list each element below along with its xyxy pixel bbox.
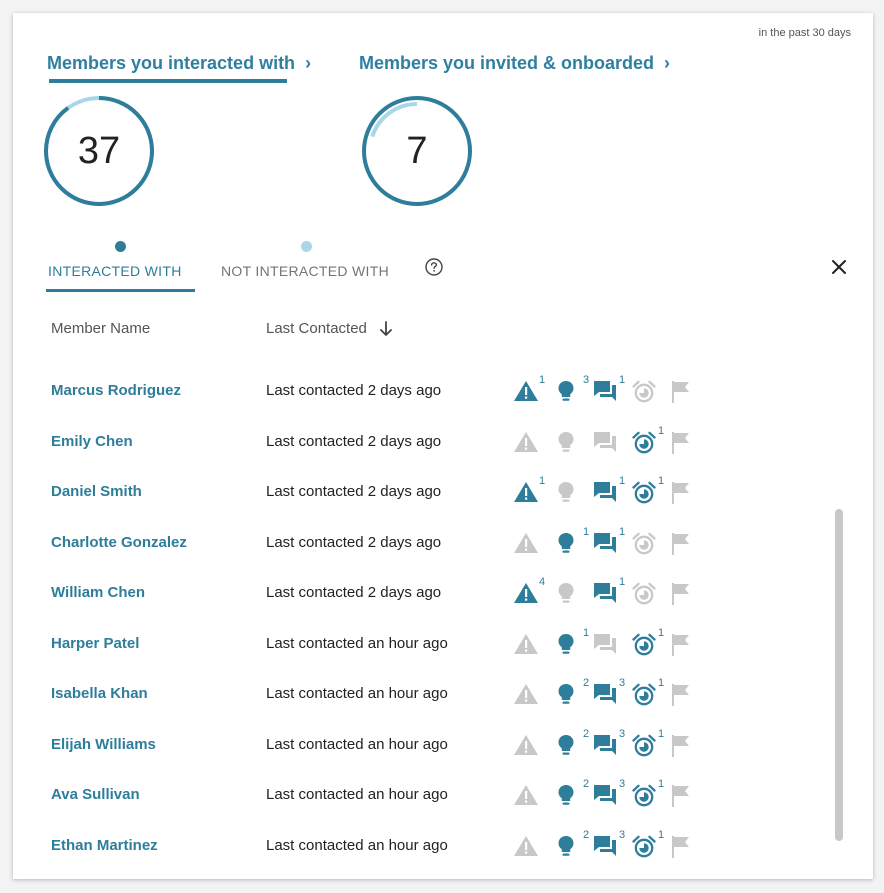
flag-icon[interactable]	[671, 425, 699, 455]
chat-count: 3	[619, 828, 626, 841]
alarm-icon[interactable]	[632, 374, 660, 404]
alert-icon[interactable]	[513, 475, 546, 505]
chat-count: 1	[619, 525, 626, 538]
flag-icon[interactable]	[671, 526, 699, 556]
chat-icon[interactable]	[593, 727, 626, 758]
lightbulb-icon[interactable]	[557, 778, 590, 808]
table-row[interactable]	[13, 626, 833, 685]
chat-count: 1	[619, 576, 626, 588]
alert-count: 1	[539, 374, 546, 386]
idea-count: 1	[583, 626, 590, 639]
alarm-icon[interactable]	[632, 475, 665, 505]
table-row[interactable]	[13, 778, 833, 836]
members-interacted-link[interactable]	[47, 53, 311, 74]
member-name-link[interactable]: Marcus Rodriguez	[51, 382, 182, 399]
chat-count: 1	[619, 475, 626, 487]
alert-icon[interactable]	[513, 425, 541, 455]
not-interacted-legend-dot	[301, 241, 312, 252]
alarm-icon[interactable]	[632, 526, 660, 556]
member-name-link[interactable]: Ava Sullivan	[51, 786, 140, 803]
lightbulb-icon[interactable]	[557, 626, 590, 657]
table-row[interactable]	[13, 374, 833, 432]
member-name-link[interactable]: Ethan Martinez	[51, 836, 158, 854]
idea-count: 1	[583, 525, 590, 538]
last-contacted-text: Last contacted 2 days ago	[266, 432, 442, 450]
close-icon[interactable]	[829, 257, 849, 277]
member-name-link[interactable]: Charlotte Gonzalez	[51, 533, 187, 551]
lightbulb-icon[interactable]	[557, 425, 585, 455]
table-row[interactable]	[13, 424, 833, 483]
table-row[interactable]	[13, 828, 833, 880]
alert-icon[interactable]	[513, 778, 541, 808]
chat-icon[interactable]	[593, 475, 626, 505]
alert-icon[interactable]	[513, 576, 546, 606]
lightbulb-icon[interactable]	[557, 374, 590, 404]
chat-count: 3	[619, 727, 626, 740]
member-name-link[interactable]: Emily Chen	[51, 432, 133, 450]
lightbulb-icon[interactable]	[557, 677, 590, 707]
chat-icon[interactable]	[593, 425, 621, 455]
interactions-card	[13, 13, 873, 879]
alert-icon[interactable]	[513, 526, 541, 556]
tab-not-interacted-with[interactable]: NOT INTERACTED WITH	[221, 263, 389, 279]
alarm-icon[interactable]	[632, 576, 660, 606]
alarm-count: 1	[658, 778, 665, 790]
chat-count: 3	[619, 677, 626, 689]
alert-count: 1	[539, 475, 546, 487]
alarm-count: 1	[658, 424, 665, 437]
idea-count: 3	[583, 374, 590, 386]
chat-icon[interactable]	[593, 778, 626, 808]
lightbulb-icon[interactable]	[557, 525, 590, 556]
alert-icon[interactable]	[513, 829, 541, 859]
table-row[interactable]	[13, 677, 833, 735]
idea-count: 2	[583, 828, 590, 841]
last-contacted-text: Last contacted an hour ago	[266, 735, 448, 753]
idea-count: 2	[583, 727, 590, 740]
chat-icon[interactable]	[593, 525, 626, 556]
member-name-link[interactable]: William Chen	[51, 584, 146, 601]
lightbulb-icon[interactable]	[557, 475, 585, 505]
alarm-count: 1	[658, 828, 665, 841]
chat-icon[interactable]	[593, 828, 626, 859]
last-contacted-text: Last contacted 2 days ago	[266, 382, 442, 399]
last-contacted-text: Last contacted 2 days ago	[266, 483, 442, 500]
alert-icon[interactable]	[513, 677, 541, 707]
alarm-icon[interactable]	[632, 828, 665, 859]
chat-icon[interactable]	[593, 576, 626, 606]
tab-interacted-with[interactable]: INTERACTED WITH	[48, 263, 182, 279]
alert-icon[interactable]	[513, 728, 541, 758]
last-contacted-text: Last contacted an hour ago	[266, 685, 448, 702]
column-header-member-name[interactable]: Member Name	[51, 320, 151, 337]
period-label: in the past 30 days	[758, 27, 851, 39]
flag-icon[interactable]	[671, 576, 699, 606]
alarm-count: 1	[658, 475, 665, 487]
alarm-icon[interactable]	[632, 727, 665, 758]
interacted-count: 37	[77, 129, 121, 172]
subtab-underline	[46, 289, 195, 292]
alarm-count: 1	[658, 626, 665, 639]
alarm-icon[interactable]	[632, 677, 665, 707]
active-tab-underline	[49, 79, 287, 83]
alarm-icon[interactable]	[632, 424, 665, 455]
chevron-right-icon: ›	[305, 53, 312, 73]
invited-count: 7	[406, 129, 428, 172]
lightbulb-icon[interactable]	[557, 576, 585, 606]
members-invited-link[interactable]	[359, 53, 670, 74]
table-row[interactable]	[13, 525, 833, 584]
chat-icon[interactable]	[593, 677, 626, 707]
member-name-link[interactable]: Elijah Williams	[51, 735, 156, 753]
alert-count: 4	[539, 576, 546, 588]
idea-count: 2	[583, 778, 590, 790]
flag-icon[interactable]	[671, 374, 699, 404]
member-name-link[interactable]: Isabella Khan	[51, 685, 148, 702]
last-contacted-text: Last contacted 2 days ago	[266, 533, 442, 551]
chat-count: 1	[619, 374, 626, 386]
flag-icon[interactable]	[671, 728, 699, 758]
last-contacted-text: Last contacted 2 days ago	[266, 584, 442, 601]
flag-icon[interactable]	[671, 627, 699, 657]
last-contacted-text: Last contacted an hour ago	[266, 836, 448, 854]
flag-icon[interactable]	[671, 829, 699, 859]
alert-icon[interactable]	[513, 374, 546, 404]
help-icon[interactable]	[425, 258, 443, 276]
table-row[interactable]	[13, 576, 833, 634]
table-row[interactable]	[13, 475, 833, 533]
last-contacted-label: Last Contacted	[266, 320, 367, 337]
chevron-right-icon: ›	[664, 53, 671, 73]
alarm-count: 1	[658, 677, 665, 689]
last-contacted-text: Last contacted an hour ago	[266, 786, 448, 803]
table-row[interactable]	[13, 727, 833, 786]
column-header-last-contacted[interactable]	[266, 320, 393, 337]
lightbulb-icon[interactable]	[557, 828, 590, 859]
alarm-icon[interactable]	[632, 778, 665, 808]
members-interacted-label: Members you interacted with	[47, 53, 296, 73]
chat-icon[interactable]	[593, 374, 626, 404]
alarm-icon[interactable]	[632, 626, 665, 657]
sort-arrow-down-icon	[379, 321, 393, 337]
flag-icon[interactable]	[671, 778, 699, 808]
interacted-legend-dot	[115, 241, 126, 252]
member-name-link[interactable]: Daniel Smith	[51, 483, 142, 500]
chat-icon[interactable]	[593, 627, 621, 657]
invited-count-ring	[361, 95, 473, 207]
alarm-count: 1	[658, 727, 665, 740]
member-name-link[interactable]: Harper Patel	[51, 634, 140, 652]
chat-count: 3	[619, 778, 626, 790]
interacted-count-ring	[43, 95, 155, 207]
idea-count: 2	[583, 677, 590, 689]
lightbulb-icon[interactable]	[557, 727, 590, 758]
scrollbar[interactable]	[835, 509, 843, 841]
members-invited-label: Members you invited & onboarded	[359, 53, 655, 73]
flag-icon[interactable]	[671, 677, 699, 707]
alert-icon[interactable]	[513, 627, 541, 657]
flag-icon[interactable]	[671, 475, 699, 505]
last-contacted-text: Last contacted an hour ago	[266, 634, 448, 652]
